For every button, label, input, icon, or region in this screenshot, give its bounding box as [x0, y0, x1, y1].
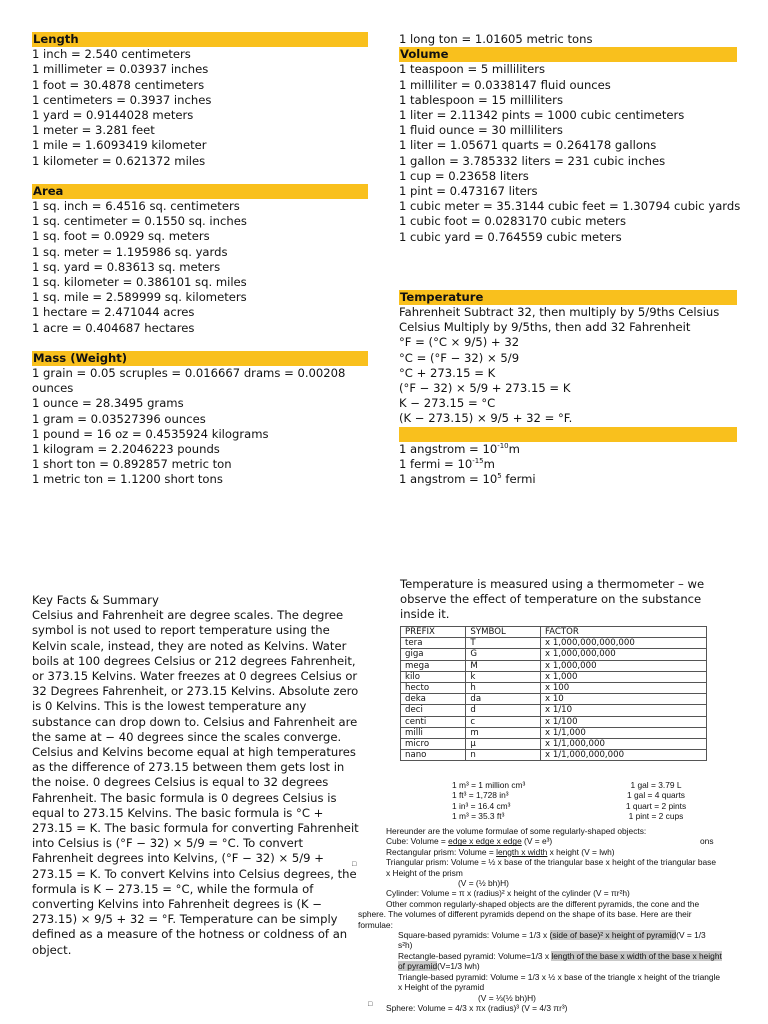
- length-conversion-line: 1 meter = 3.281 feet: [32, 123, 155, 138]
- anchor-marker-1: □: [352, 861, 357, 868]
- area-conversion-line: 1 sq. centimeter = 0.1550 sq. inches: [32, 214, 247, 229]
- volume-equivalence-line: 1 pint = 2 cups: [628, 811, 684, 822]
- table-cell: x 1/100: [541, 716, 707, 727]
- conversion-left-list: [452, 780, 572, 822]
- length-conversion-line: 1 centimeters = 0.3937 inches: [32, 92, 212, 107]
- table-cell: m: [466, 727, 541, 738]
- table-cell: centi: [401, 716, 466, 727]
- tri-pyramid-equation: (V = ⅓(½ bh)H): [478, 992, 536, 1003]
- tri-prism-equation: (V = (½ bh)H): [458, 878, 509, 889]
- rect-prism-formula: Rectangular prism: Volume = length x width x height (V = lwh): [386, 846, 615, 857]
- area-conversion-line: 1 sq. meter = 1.195986 sq. yards: [32, 244, 228, 259]
- area-conversion-line: 1 sq. yard = 0.83613 sq. meters: [32, 259, 221, 274]
- temperature-heading: Temperature: [399, 290, 737, 305]
- mass-heading: Mass (Weight): [32, 351, 368, 366]
- key-facts-title: Key Facts & Summary: [32, 593, 159, 607]
- volume-equivalence-line: 1 ft³ = 1,728 in³: [452, 790, 509, 801]
- volume-equivalence-line: 1 m³ = 35.3 ft³: [452, 811, 505, 822]
- blank-heading-bar: [399, 427, 737, 442]
- table-cell: x 1,000,000,000: [541, 649, 707, 660]
- length-conversion-line: 1 kilometer = 0.621372 miles: [32, 153, 206, 168]
- table-row: [401, 716, 707, 727]
- table-cell: deci: [401, 705, 466, 716]
- area-conversion-line: 1 acre = 0.404687 hectares: [32, 320, 195, 335]
- table-cell: tera: [401, 638, 466, 649]
- mass-conversion-line: 1 gram = 0.03527396 ounces: [32, 411, 206, 426]
- temperature-formula-line: Fahrenheit Subtract 32, then multiply by 5/9ths Celsius: [399, 305, 720, 320]
- angstrom-fermi-line: 1 angstrom = $10^5$ fermi: [399, 472, 536, 487]
- volume-formulae-section: [358, 826, 722, 1013]
- length-heading: Length: [32, 32, 368, 47]
- table-cell: milli: [401, 727, 466, 738]
- table-cell: hecto: [401, 683, 466, 694]
- prefix-table: [400, 626, 707, 761]
- temperature-formula-line: (K − 273.15) × 9/5 + 32 = °F.: [399, 411, 573, 426]
- table-row: [401, 750, 707, 761]
- tri-pyramid-formula: Triangle-based pyramid: Volume = 1/3 x ½ x base of the triangle x height of the triangle x Height of the pyramid: [398, 971, 721, 993]
- prefix-table-column-header: PREFIX: [401, 627, 466, 638]
- volume-equivalence-line: 1 quart = 2 pints: [625, 800, 687, 811]
- table-row: [401, 727, 707, 738]
- table-cell: h: [466, 683, 541, 694]
- table-cell: mega: [401, 660, 466, 671]
- table-cell: x 1,000,000: [541, 660, 707, 671]
- table-cell: deka: [401, 694, 466, 705]
- volume-equivalence-line: 1 gal = 3.79 L: [630, 780, 682, 790]
- table-cell: k: [466, 671, 541, 682]
- angstrom-meter-line: 1 angstrom = $10^{-10}m$: [399, 441, 520, 456]
- mass-conversion-line: 1 short ton = 0.892857 metric ton: [32, 457, 232, 472]
- table-row: [401, 683, 707, 694]
- volume-conversion-line: 1 cubic meter = 35.3144 cubic feet = 1.30794 cubic yards: [399, 199, 741, 214]
- length-conversion-line: 1 foot = 30.4878 centimeters: [32, 77, 205, 92]
- area-conversion-line: 1 sq. inch = 6.4516 sq. centimeters: [32, 199, 240, 214]
- table-cell: da: [466, 694, 541, 705]
- table-cell: x 1/1,000: [541, 727, 707, 738]
- table-cell: micro: [401, 739, 466, 750]
- prefix-table-body: [401, 638, 707, 761]
- mass-conversion-line: 1 metric ton = 1.1200 short tons: [32, 472, 223, 487]
- table-cell: kilo: [401, 671, 466, 682]
- table-cell: d: [466, 705, 541, 716]
- temperature-formula-line: °F = (°C × 9/5) + 32: [399, 335, 520, 350]
- prefix-table-column-header: SYMBOL: [466, 627, 541, 638]
- table-cell: x 100: [541, 683, 707, 694]
- key-facts-text: Celsius and Fahrenheit are degree scales. The degree symbol is not used to report temperature using the Kelvin scale, instead, they are noted as Kelvins. Water boils at 100 degrees Celsius or 212 degrees Fahrenheit, or 373.15 Kelvins. Water freezes at 0 degrees Celsius or 32 Degrees Fahrenheit, or 273.15 Kelvins. Absolute zero is 0 Kelvins. This is the lowest temperature any substance can drop down to. Celsius and Fahrenheit are the same at − 40 degrees since the scales converge. Celsius and Kelvins become equal at high temperatures as the difference of 273.15 between them gets lost in the noise. 0 degrees Celsius is equal to 32 degrees Fahrenheit. The basic formula is 0 degrees Celsius is equal to 273.15 Kelvins. The basic formula is °C + 273.15 = K. The basic formula for converting Fahrenheit into Celsius is (°F − 32) × 5/9 = °C. To convert Fahrenheit degrees into Kelvins, (°F − 32) × 5/9 + 273.15 = K. To convert Kelvins into Celsius degrees, the formula is K − 273.15 = °C, while the formula of converting Kelvins into Fahrenheit degrees is (K − 273.15) × 9/5 + 32 = °F. Temperature can be simply defined as a measure of the hotness or coldness of an object.: [32, 608, 359, 957]
- sphere-formula: Sphere: Volume = 4/3 x πx (radius)³ (V = 4/3 πr³): [386, 1002, 568, 1013]
- mass-grain-line: 1 grain = 0.05 scruples = 0.016667 drams = 0.00208 ounces: [32, 366, 346, 396]
- table-cell: x 1/1,000,000,000: [541, 750, 707, 761]
- area-conversion-line: 1 sq. foot = 0.0929 sq. meters: [32, 229, 210, 244]
- volume-equivalence-line: 1 gal = 4 quarts: [627, 790, 685, 801]
- prefix-table-column-header: FACTOR: [541, 627, 707, 638]
- volume-heading: Volume: [399, 47, 737, 62]
- temperature-formula-line: K − 273.15 = °C: [399, 396, 496, 411]
- volume-conversion-line: 1 tablespoon = 15 milliliters: [399, 92, 563, 107]
- fermi-meter-line: 1 fermi = $10^{-15}m$: [399, 457, 495, 472]
- table-cell: c: [466, 716, 541, 727]
- table-row: [401, 638, 707, 649]
- volume-conversion-line: 1 gallon = 3.785332 liters = 231 cubic inches: [399, 153, 666, 168]
- volume-conversion-line: 1 teaspoon = 5 milliliters: [399, 62, 546, 77]
- table-cell: x 10: [541, 694, 707, 705]
- cylinder-formula: Cylinder: Volume = π x (radius)² x height of the cylinder (V = πr²h): [386, 888, 630, 899]
- area-heading: Area: [32, 184, 368, 199]
- volume-conversion-line: 1 cup = 0.23658 liters: [399, 168, 529, 183]
- cube-formula: Cube: Volume = edge x edge x edge (V = e³): [386, 836, 553, 847]
- volume-list: [399, 62, 741, 244]
- table-cell: x 1/10: [541, 705, 707, 716]
- table-cell: giga: [401, 649, 466, 660]
- table-cell: M: [466, 660, 541, 671]
- table-cell: G: [466, 649, 541, 660]
- other-shapes-note: Other common regularly-shaped objects are the different pyramids, the cone and the sphere. The volumes of different pyramids depend on the shape of its base. Here are their formulae:: [358, 898, 700, 930]
- table-cell: x 1,000: [541, 671, 707, 682]
- left-column: [32, 32, 368, 488]
- area-conversion-line: 1 hectare = 2.471044 acres: [32, 305, 195, 320]
- area-list: [32, 199, 368, 336]
- tri-prism-formula: Triangular prism: Volume = ½ x base of the triangular base x height of the triangular base x Height of the prism: [386, 857, 716, 878]
- volume-conversion-line: 1 cubic yard = 0.764559 cubic meters: [399, 229, 622, 244]
- formula-fragment: ons: [700, 836, 714, 846]
- table-row: [401, 705, 707, 716]
- table-row: [401, 671, 707, 682]
- square-pyramid-formula: Square-based pyramids: Volume = 1/3 x (side of base)² x height of pyramid(V = 1/3 s²h): [398, 930, 706, 951]
- volume-conversion-line: 1 cubic foot = 0.0283170 cubic meters: [399, 214, 626, 229]
- table-cell: T: [466, 638, 541, 649]
- key-facts-section: [32, 593, 362, 958]
- thermometer-note: Temperature is measured using a thermometer – we observe the effect of temperature on the substance inside it.: [400, 577, 705, 622]
- volume-conversion-line: 1 liter = 1.05671 quarts = 0.264178 gallons: [399, 138, 657, 153]
- prefix-table-header: [401, 627, 707, 638]
- table-cell: nano: [401, 750, 466, 761]
- rect-pyramid-formula: Rectangle-based pyramid: Volume=1/3 x length of the base x width of the base x height of pyramid(V=1/3 lwh): [398, 950, 722, 972]
- temperature-formula-line: °C = (°F − 32) × 5/9: [399, 350, 520, 365]
- volume-conversion-line: 1 liter = 2.11342 pints = 1000 cubic centimeters: [399, 108, 685, 123]
- right-column: [399, 32, 741, 487]
- area-conversion-line: 1 sq. kilometer = 0.386101 sq. miles: [32, 275, 247, 290]
- temperature-formula-line: °C + 273.15 = K: [399, 365, 496, 380]
- mass-conversion-line: 1 ounce = 28.3495 grams: [32, 396, 184, 411]
- table-cell: x 1/1,000,000: [541, 739, 707, 750]
- mass-list: [32, 396, 368, 487]
- temperature-formula-line: (°F − 32) × 5/9 + 273.15 = K: [399, 381, 571, 396]
- temperature-list: [399, 305, 737, 427]
- anchor-marker-2: □: [368, 1001, 373, 1008]
- mass-conversion-line: 1 pound = 16 oz = 0.4535924 kilograms: [32, 426, 269, 441]
- length-list: [32, 47, 368, 169]
- formulae-intro: Hereunder are the volume formulae of some regularly-shaped objects:: [386, 826, 647, 836]
- conversion-right-list: [596, 780, 716, 822]
- volume-conversion-line: 1 fluid ounce = 30 milliliters: [399, 123, 563, 138]
- mass-conversion-line: 1 kilogram = 2.2046223 pounds: [32, 442, 220, 457]
- volume-conversion-line: 1 milliliter = 0.0338147 fluid ounces: [399, 77, 611, 92]
- volume-equivalence-line: 1 in³ = 16.4 cm³: [452, 800, 511, 811]
- table-row: [401, 739, 707, 750]
- temperature-formula-line: Celsius Multiply by 9/5ths, then add 32 Fahrenheit: [399, 320, 691, 335]
- area-conversion-line: 1 sq. mile = 2.589999 sq. kilometers: [32, 290, 247, 305]
- table-cell: n: [466, 750, 541, 761]
- length-conversion-line: 1 mile = 1.6093419 kilometer: [32, 138, 207, 153]
- volume-equivalence-line: 1 m³ = 1 million cm³: [452, 780, 526, 790]
- volume-conversion-line: 1 pint = 0.473167 liters: [399, 184, 538, 199]
- table-cell: x 1,000,000,000,000: [541, 638, 707, 649]
- length-conversion-line: 1 millimeter = 0.03937 inches: [32, 62, 209, 77]
- table-cell: μ: [466, 739, 541, 750]
- table-row: [401, 649, 707, 660]
- length-conversion-line: 1 inch = 2.540 centimeters: [32, 47, 191, 62]
- table-row: [401, 660, 707, 671]
- long-ton-line: 1 long ton = 1.01605 metric tons: [399, 32, 593, 46]
- length-conversion-line: 1 yard = 0.9144028 meters: [32, 108, 194, 123]
- table-row: [401, 694, 707, 705]
